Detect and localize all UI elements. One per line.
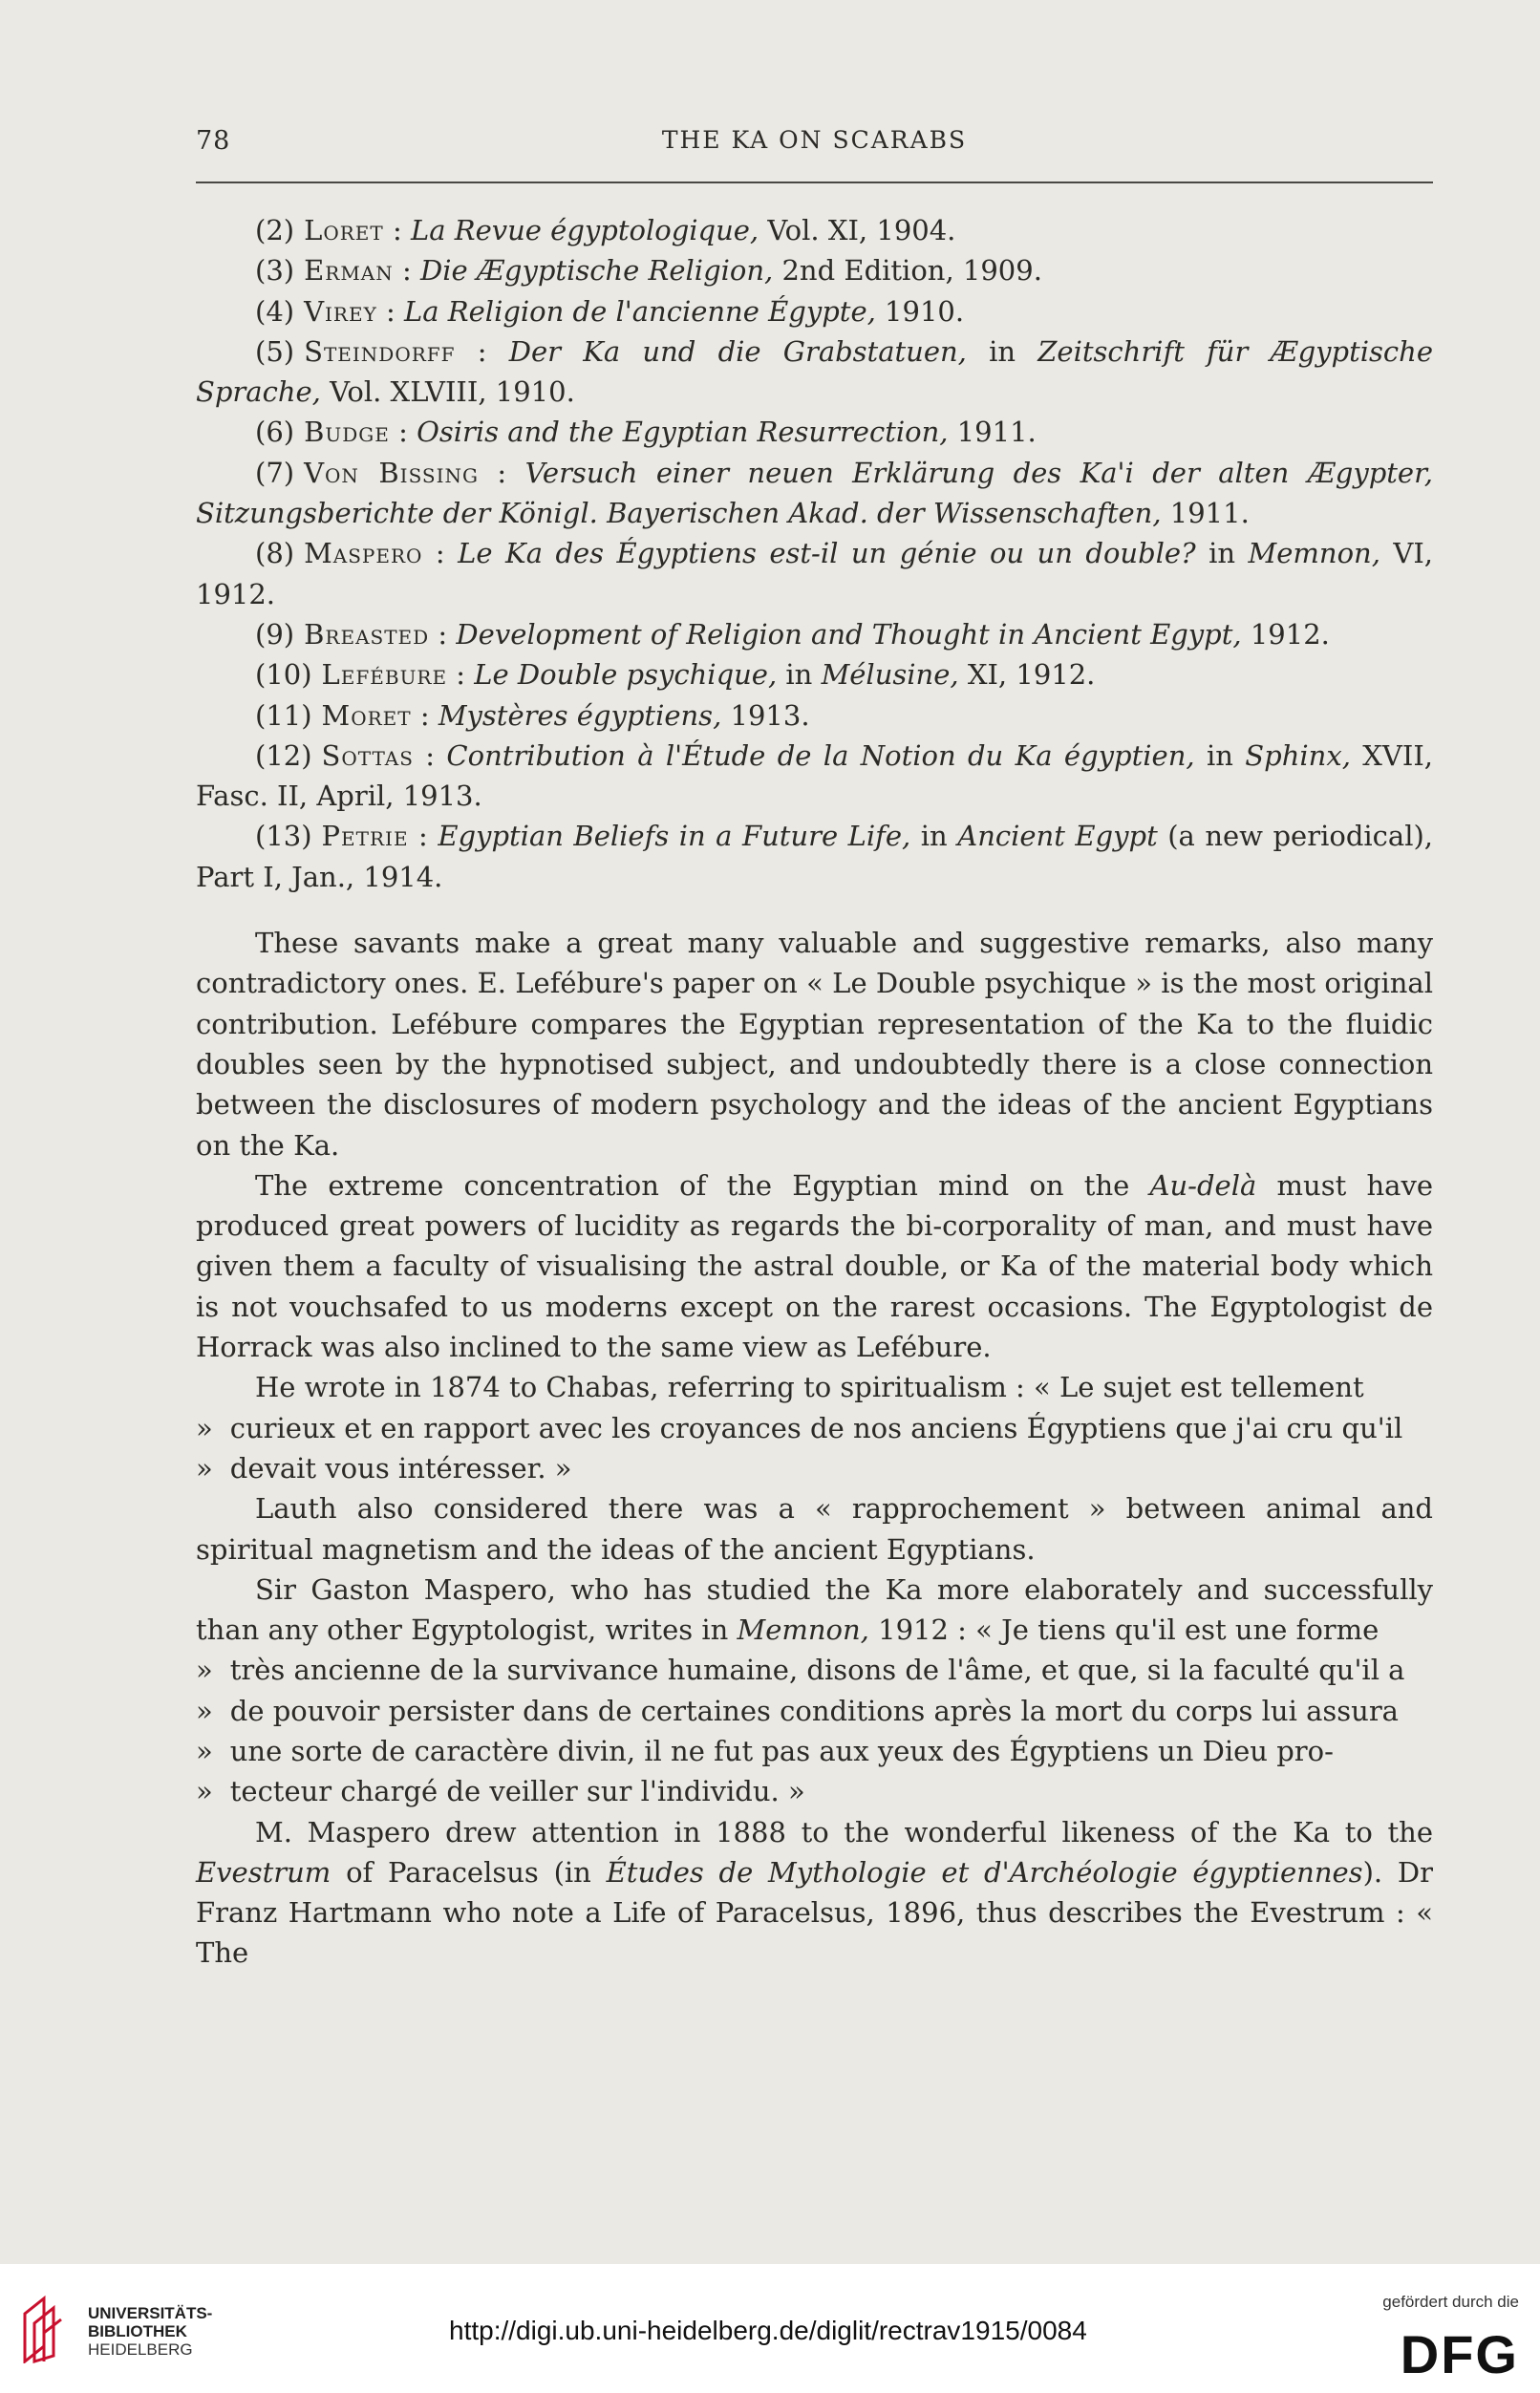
text-run: 1911. xyxy=(948,416,1037,449)
italic-text: Au-delà xyxy=(1149,1168,1257,1202)
reference-item xyxy=(196,331,1433,413)
quote-mark: » xyxy=(196,1411,213,1444)
quotation-line xyxy=(196,1691,1433,1731)
body-paragraph xyxy=(196,923,1433,1165)
reference-item xyxy=(196,453,1433,534)
italic-text: Zeitschrift für Ægyptische Sprache, xyxy=(196,334,1433,409)
reference-number: (13) xyxy=(255,820,312,853)
reference-number: (11) xyxy=(255,698,312,732)
library-name: UNIVERSITÄTS- BIBLIOTHEK HEIDELBERG xyxy=(88,2304,213,2359)
text-run: : xyxy=(447,658,475,692)
text-run: : xyxy=(455,334,509,368)
text-run: : xyxy=(376,294,405,328)
body-paragraph xyxy=(196,1570,1433,1651)
text-run: in xyxy=(910,820,958,853)
text-run: tecteur chargé de veiller sur l'individu. » xyxy=(229,1775,805,1808)
reference-author: Petrie xyxy=(321,820,409,853)
text-run: (a new periodical), Part I, Jan., 1914. xyxy=(196,820,1433,893)
text-run: 1910. xyxy=(875,294,965,328)
reference-list xyxy=(196,210,1433,897)
reference-author: Breasted xyxy=(304,617,430,651)
reference-item xyxy=(196,291,1433,331)
reference-number: (7) xyxy=(255,456,295,489)
text-run: 1911. xyxy=(1161,497,1250,530)
text-run: in xyxy=(1195,537,1249,570)
reference-item xyxy=(196,614,1433,654)
text-run: These savants make a great many valuable and suggestive remarks, also many contradictory ones. E. Lefébure's paper on « Le Double psychique » is the most original contribution. Lefébure compares the Egyptian representation of the Ka to the fluidic doubles seen by the hypnotised subject, and undoubtedly there is a close connection between the disclosures of modern psychology and the ideas of the ancient Egyptians on the Ka. xyxy=(196,927,1433,1162)
text-run: XVII, Fasc. II, April, 1913. xyxy=(196,738,1434,813)
body-text xyxy=(196,923,1433,1974)
reference-author: Lefébure xyxy=(321,658,448,692)
reference-item xyxy=(196,533,1433,614)
italic-text: Le Ka des Égyptiens est-il un génie ou un double? xyxy=(458,537,1196,570)
italic-text: Mystères égyptiens, xyxy=(438,698,722,732)
quotation-line xyxy=(196,1448,1433,1488)
italic-text: Egyptian Beliefs in a Future Life, xyxy=(438,820,911,853)
text-run: : xyxy=(413,738,447,772)
running-title: THE KA ON SCARABS xyxy=(661,126,968,154)
body-paragraph xyxy=(196,1165,1433,1367)
italic-text: Ancient Egypt xyxy=(957,820,1158,853)
body-paragraph xyxy=(196,1488,1433,1570)
italic-text: La Religion de l'ancienne Égypte, xyxy=(404,294,876,328)
body-paragraph xyxy=(196,1812,1433,1974)
italic-text: Development of Religion and Thought in Ancient Egypt, xyxy=(456,617,1242,651)
text-run: in xyxy=(966,334,1038,368)
text-run: très ancienne de la survivance humaine, disons de l'âme, et que, si la faculté qu'il a xyxy=(229,1654,1405,1687)
italic-text: Die Ægyptische Religion, xyxy=(419,254,774,288)
italic-text: Études de Mythologie et d'Archéologie égyptiennes xyxy=(606,1855,1363,1889)
italic-text: Evestrum xyxy=(196,1855,332,1889)
quotation-line xyxy=(196,1771,1433,1811)
text-run: ). Dr Franz Hartmann who note a Life of Paracelsus, 1896, thus describes the Evestrum : « The xyxy=(196,1855,1433,1970)
text-run: : xyxy=(393,254,420,288)
text-run: Vol. XI, 1904. xyxy=(759,214,956,246)
text-run: Vol. XLVIII, 1910. xyxy=(320,375,575,409)
text-run: 1912 : « Je tiens qu'il est une forme xyxy=(868,1613,1380,1647)
italic-text: Sphinx, xyxy=(1245,738,1351,772)
text-run: M. Maspero drew attention in 1888 to the wonderful likeness of the Ka to the xyxy=(255,1815,1433,1848)
text-run: : xyxy=(411,698,438,732)
text-run: : xyxy=(479,456,525,489)
quote-mark: » xyxy=(196,1775,213,1808)
text-run: must have produced great powers of lucidity as regards the bi-corporality of man, and must have given them a faculty of visualising the astral double, or Ka of the material body which is not vouchsafed to us moderns except on the rarest occasions. The Egyptologist de Horrack was also inclined to the same view as Lefébure. xyxy=(196,1168,1433,1364)
italic-text: Memnon, xyxy=(1248,537,1380,570)
italic-text: Der Ka und die Grabstatuen, xyxy=(508,334,967,368)
reference-item xyxy=(196,816,1433,897)
reference-number: (2) xyxy=(255,214,295,246)
reference-number: (5) xyxy=(255,334,295,368)
reference-author: Loret xyxy=(304,214,384,246)
reference-author: Steindorff xyxy=(304,334,456,368)
digitization-footer xyxy=(0,2264,1540,2393)
text-run: : xyxy=(422,537,459,570)
italic-text: La Revue égyptologique, xyxy=(410,214,759,246)
italic-text: Contribution à l'Étude de la Notion du Ka égyptien, xyxy=(446,738,1195,772)
italic-text: Le Double psychique, xyxy=(474,658,778,692)
text-run: VI, 1912. xyxy=(196,537,1434,610)
italic-text: Versuch einer neuen Erklärung des Ka'i der alten Ægypter, Sitzungsberichte der Königl. Bayerischen Akad. der Wissenschaften, xyxy=(196,456,1433,530)
reference-item xyxy=(196,736,1433,817)
text-run: He wrote in 1874 to Chabas, referring to spiritualism : « Le sujet est tellement xyxy=(255,1371,1364,1404)
reference-number: (4) xyxy=(255,294,295,328)
reference-author: Budge xyxy=(304,416,390,449)
university-library-logo-icon xyxy=(21,2295,65,2363)
reference-author: Virey xyxy=(304,294,377,328)
header-rule xyxy=(196,182,1433,183)
reference-author: Sottas xyxy=(321,738,414,772)
text-run: XI, 1912. xyxy=(958,658,1096,692)
text-run: of Paracelsus (in xyxy=(331,1855,607,1889)
reference-number: (8) xyxy=(255,537,295,570)
reference-item xyxy=(196,412,1433,452)
text-run: de pouvoir persister dans de certaines conditions après la mort du corps lui assura xyxy=(229,1694,1399,1727)
text-run: 1912. xyxy=(1241,617,1330,651)
reference-author: Erman xyxy=(304,254,394,288)
page-header xyxy=(196,126,1433,164)
reference-number: (12) xyxy=(255,738,312,772)
text-run: : xyxy=(429,617,457,651)
reference-number: (10) xyxy=(255,658,312,692)
text-run: Sir Gaston Maspero, who has studied the Ka more elaborately and successfully than any other Egyptologist, writes in xyxy=(196,1572,1433,1647)
page-body xyxy=(196,210,1433,1974)
text-run: : xyxy=(408,820,438,853)
text-run: curieux et en rapport avec les croyances de nos anciens Égyptiens que j'ai cru qu'il xyxy=(229,1411,1403,1444)
text-run: une sorte de caractère divin, il ne fut pas aux yeux des Égyptiens un Dieu pro- xyxy=(229,1734,1334,1767)
text-run: Lauth also considered there was a « rapprochement » between animal and spiritual magnetism and the ideas of the ancient Egyptians. xyxy=(196,1492,1433,1566)
body-paragraph xyxy=(196,1367,1433,1407)
italic-text: Osiris and the Egyptian Resurrection, xyxy=(417,416,949,449)
italic-text: Mélusine, xyxy=(821,658,959,692)
reference-number: (6) xyxy=(255,416,295,449)
reference-item xyxy=(196,654,1433,694)
reference-author: Maspero xyxy=(304,537,423,570)
dfg-logo: DFG xyxy=(1400,2324,1519,2384)
reference-item xyxy=(196,250,1433,290)
text-run: in xyxy=(777,658,822,692)
text-run: : xyxy=(383,214,411,246)
quotation-line xyxy=(196,1650,1433,1690)
text-run: 1913. xyxy=(721,698,810,732)
quote-mark: » xyxy=(196,1694,213,1727)
text-run: in xyxy=(1194,738,1246,772)
reference-item xyxy=(196,210,1433,250)
text-run: devait vous intéresser. » xyxy=(229,1451,572,1485)
quotation-line xyxy=(196,1408,1433,1448)
reference-number: (9) xyxy=(255,617,295,651)
reference-item xyxy=(196,695,1433,736)
reference-author: Von Bissing xyxy=(304,456,479,489)
text-run: : xyxy=(389,416,417,449)
reference-number: (3) xyxy=(255,254,295,288)
quote-mark: » xyxy=(196,1654,213,1687)
page-number: 78 xyxy=(196,126,231,156)
source-url-link[interactable]: http://digi.ub.uni-heidelberg.de/diglit/rectrav1915/0084 xyxy=(449,2316,1087,2345)
reference-author: Moret xyxy=(321,698,412,732)
quotation-line xyxy=(196,1731,1433,1771)
italic-text: Memnon, xyxy=(737,1613,869,1647)
funding-note: gefördert durch die xyxy=(1382,2293,1519,2311)
text-run: The extreme concentration of the Egyptian mind on the xyxy=(255,1168,1150,1202)
quote-mark: » xyxy=(196,1734,213,1767)
text-run: 2nd Edition, 1909. xyxy=(773,254,1042,288)
quote-mark: » xyxy=(196,1451,213,1485)
